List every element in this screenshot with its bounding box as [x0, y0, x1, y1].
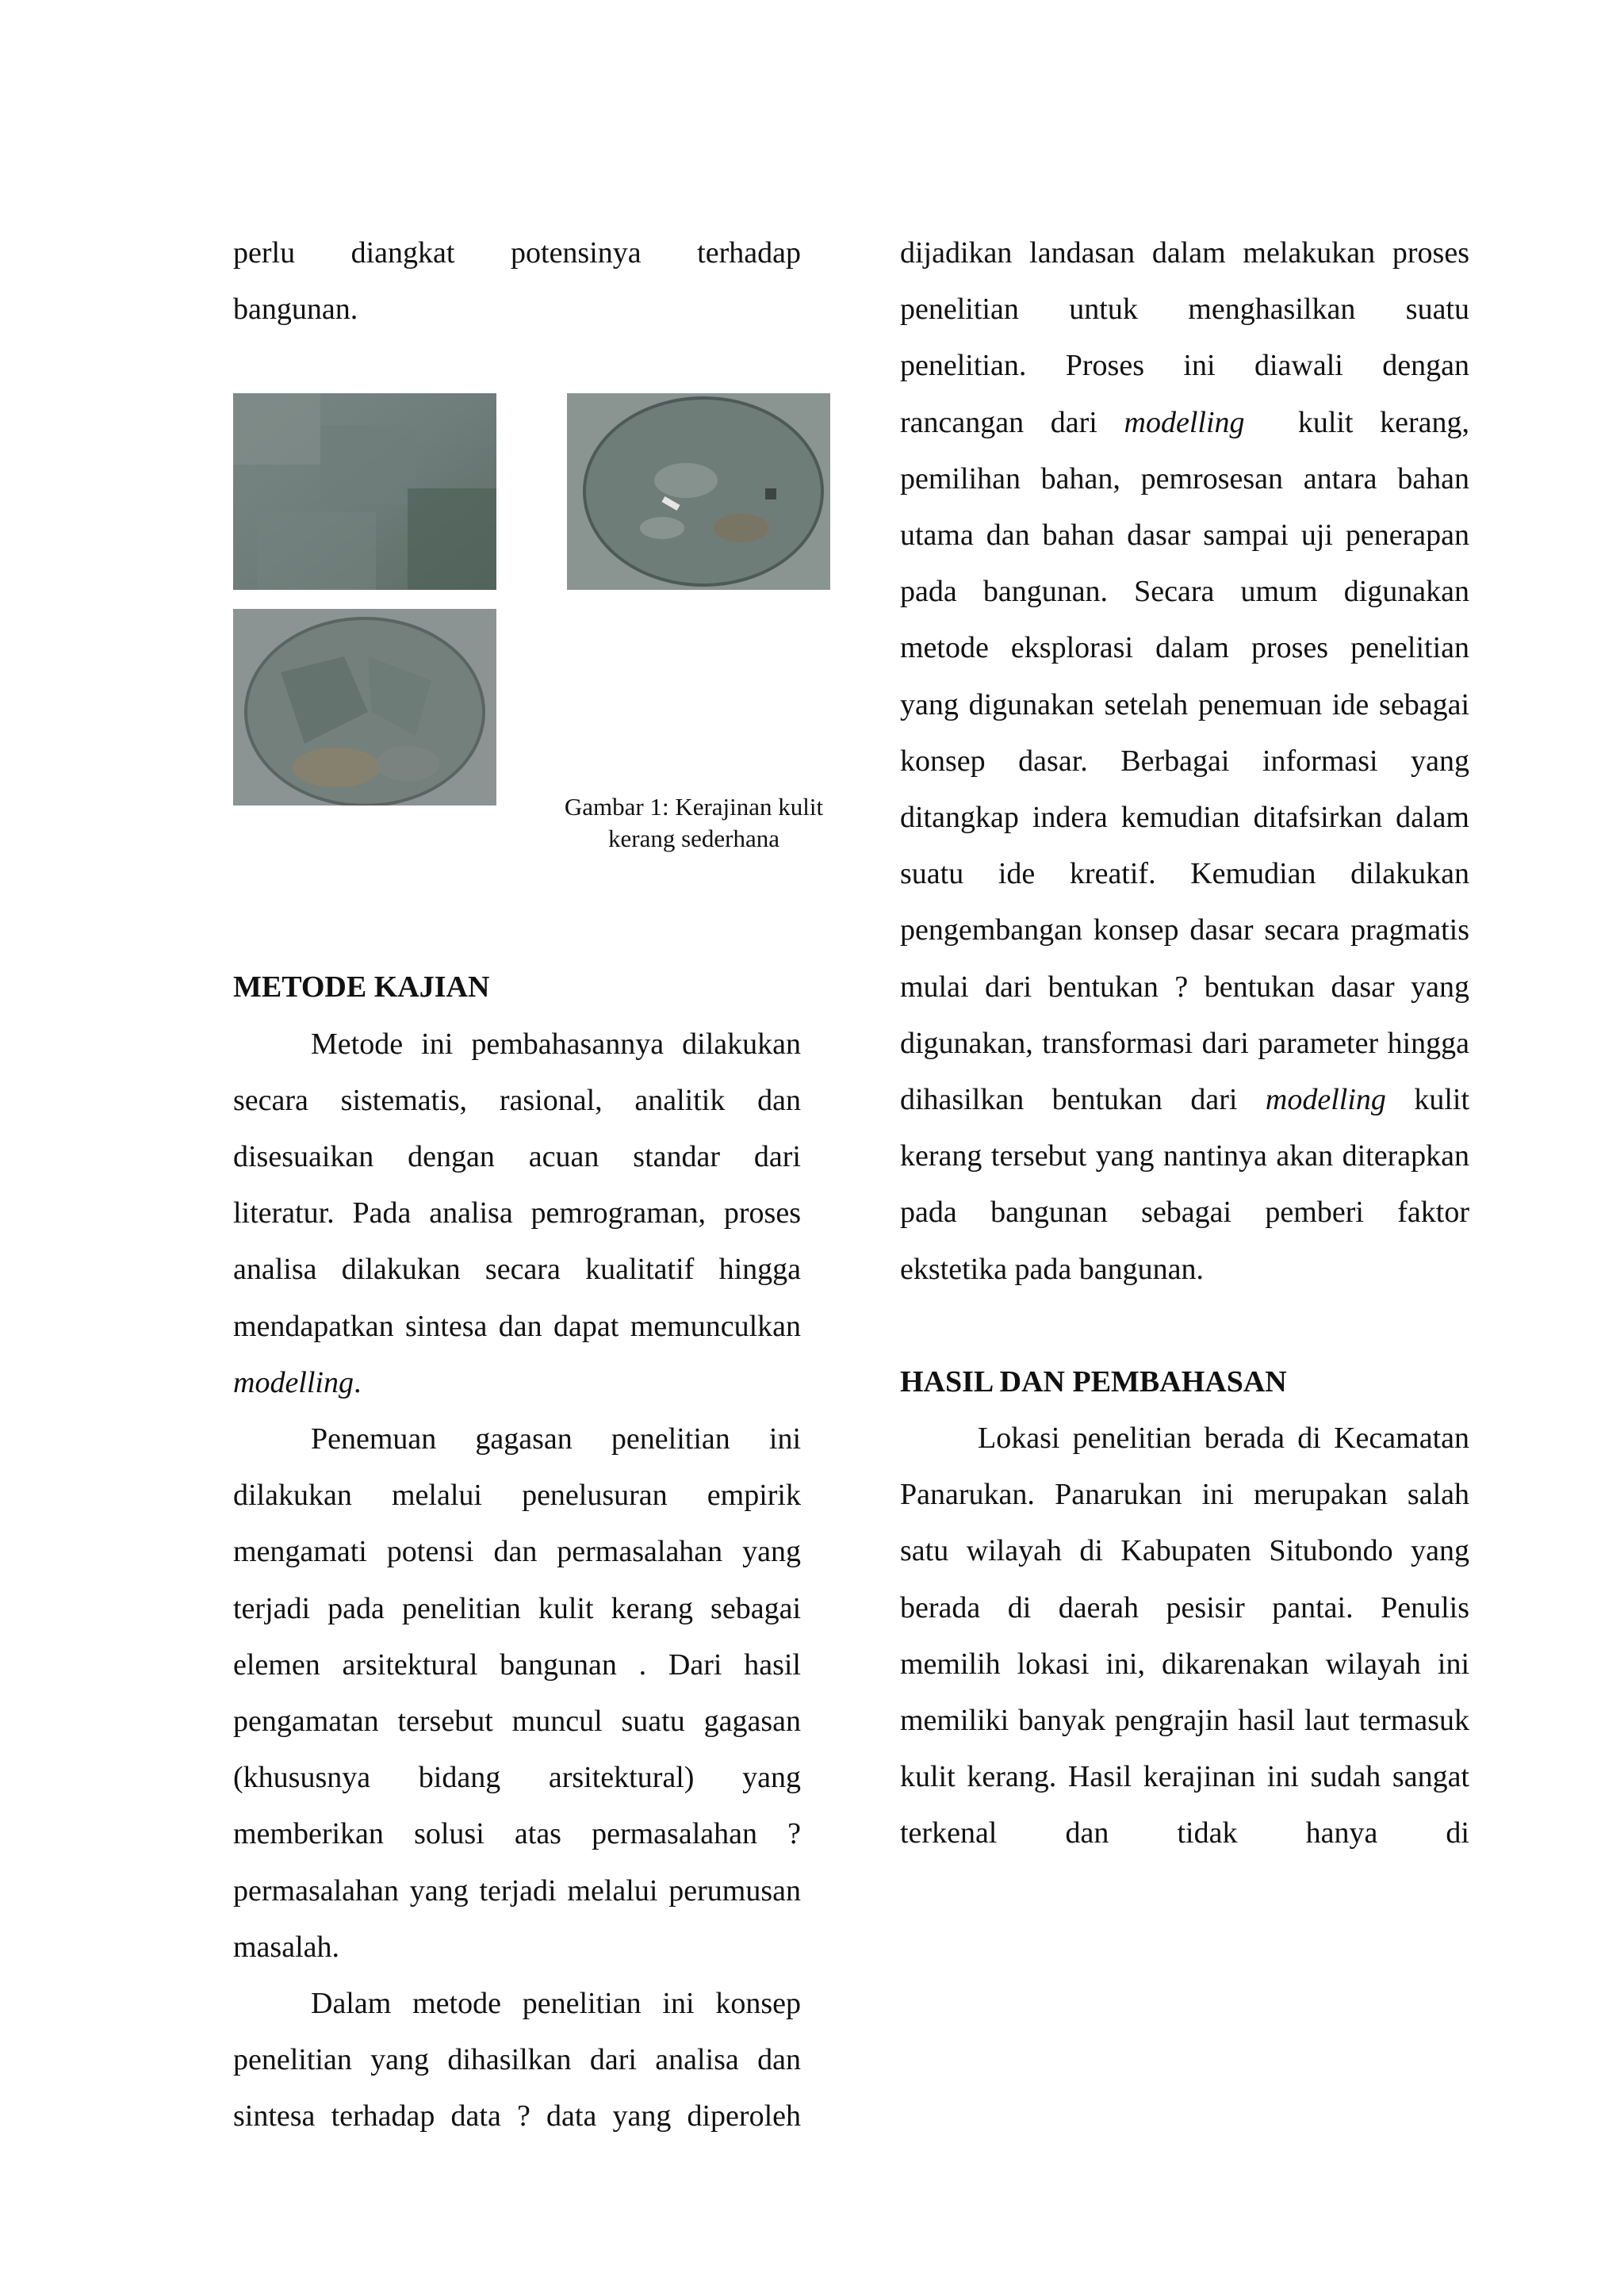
paragraph	[900, 225, 1469, 1298]
intro-end: bangunan.	[233, 293, 358, 327]
figure-caption: Gambar 1: Kerajinan kulit kerang sederhana	[564, 793, 824, 853]
photo-shell-plate-1	[567, 393, 830, 590]
intro-line: perlu diangkat potensinya terhadap	[233, 236, 801, 270]
italic-term: modelling	[1265, 1083, 1386, 1117]
paragraph-text: Metode ini pembahasannya dilakukan secara sistematis, rasional, analitik dan disesuaikan dengan acuan standar dari literatur. Pada analisa pemrograman, proses analisa dilakukan secara kualitatif hingga mendapatkan sintesa dan dapat memunculkan	[233, 1027, 801, 1343]
paragraph-text: kulit kerang tersebut yang nantinya akan diterapkan pada bangunan sebagai pemberi faktor ekstetika pada bangunan.	[900, 1083, 1470, 1286]
paragraph: Penemuan gagasan penelitian ini dilakukan melalui penelusuran empirik mengamati potensi dan permasalahan yang terjadi pada penelitian kulit kerang sebagai elemen arsitektural bangunan . Dari hasil pengamatan tersebut muncul suatu gagasan (khususnya bidang arsitektural) yang memberikan solusi atas permasalahan ? permasalahan yang terjadi melalui perumusan masalah.	[233, 1422, 801, 1964]
italic-term: modelling	[233, 1365, 354, 1399]
paragraph: Lokasi penelitian berada di Kecamatan Panarukan. Panarukan ini merupakan salah satu wilayah di Kabupaten Situbondo yang berada di daerah pesisir pantai. Penulis memilih lokasi ini, dikarenakan wilayah ini memiliki banyak pengrajin hasil laut termasuk kulit kerang. Hasil kerajinan ini sudah sangat terkenal dan tidak hanya di	[900, 1422, 1469, 1850]
paragraph	[233, 1016, 801, 1411]
paragraph: Dalam metode penelitian ini konsep penelitian yang dihasilkan dari analisa dan sintesa terhadap data ? data yang diperoleh	[233, 1987, 801, 2133]
photo-shell-panel	[233, 393, 496, 590]
left-column	[233, 225, 824, 2145]
right-column	[900, 225, 1469, 1862]
photo-shell-plate-2	[233, 609, 496, 806]
italic-term: modelling	[1124, 405, 1245, 439]
paragraph-text: .	[353, 1365, 362, 1399]
section-heading-hasil: HASIL DAN PEMBAHASAN	[900, 1364, 1287, 1399]
paragraph-text: kulit kerang, pemilihan bahan, pemrosesan antara bahan utama dan bahan dasar sampai uji penerapan pada bangunan. Secara umum digunakan metode eksplorasi dalam proses penelitian yang digunakan setelah penemuan ide sebagai konsep dasar. Berbagai informasi yang ditangkap indera kemudian ditafsirkan dalam suatu ide kreatif. Kemudian dilakukan pengembangan konsep dasar secara pragmatis mulai dari bentukan ? bentukan dasar yang digunakan, transformasi dari parameter hingga dihasilkan bentukan dari	[900, 405, 1470, 1117]
section-heading-metode: METODE KAJIAN	[233, 970, 490, 1004]
spacer	[900, 1298, 1469, 1354]
paragraph-text: dijadikan landasan dalam melakukan proses penelitian untuk menghasilkan suatu penelitian. Proses ini diawali dengan rancangan dari	[900, 236, 1469, 439]
figure-1	[233, 338, 824, 959]
